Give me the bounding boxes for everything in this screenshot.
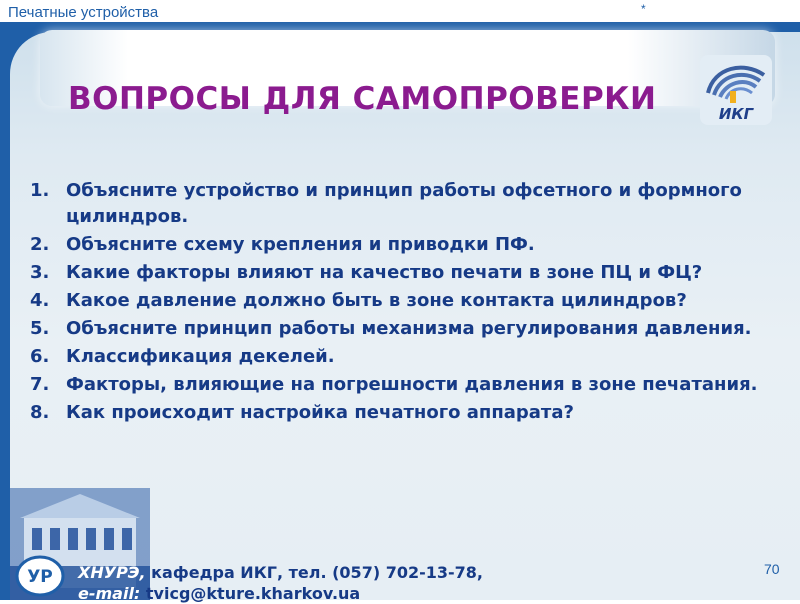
building-window bbox=[86, 528, 96, 550]
question-item bbox=[30, 316, 770, 342]
building-window bbox=[50, 528, 60, 550]
header-bar bbox=[0, 0, 800, 22]
ikg-logo bbox=[700, 55, 772, 125]
question-number: 1. bbox=[30, 180, 50, 201]
question-number: 2. bbox=[30, 234, 50, 255]
question-text: Какое давление должно быть в зоне контакта цилиндров? bbox=[66, 290, 687, 311]
question-item bbox=[30, 260, 770, 286]
building-window bbox=[32, 528, 42, 550]
question-text: Какие факторы влияют на качество печати в зоне ПЦ и ФЦ? bbox=[66, 262, 703, 283]
marker-star: * bbox=[641, 2, 646, 16]
question-number: 3. bbox=[30, 262, 50, 283]
question-text: Как происходит настройка печатного аппарата? bbox=[66, 402, 574, 423]
footer-contacts bbox=[78, 562, 483, 604]
question-item bbox=[30, 232, 770, 258]
logo-text: ИКГ bbox=[718, 105, 754, 123]
building-window bbox=[122, 528, 132, 550]
question-number: 4. bbox=[30, 290, 50, 311]
khnure-logo bbox=[14, 554, 66, 598]
question-number: 7. bbox=[30, 374, 50, 395]
page-number: 70 bbox=[764, 561, 780, 577]
deck-title: Печатные устройства bbox=[8, 4, 159, 21]
logo-bar bbox=[730, 91, 736, 103]
question-item bbox=[30, 288, 770, 314]
footer-logo-text: УР bbox=[27, 567, 53, 587]
email-label: e-mail: bbox=[78, 584, 141, 603]
question-text: Объясните схему крепления и приводки ПФ. bbox=[66, 234, 535, 255]
page-title: ВОПРОСЫ ДЛЯ САМОПРОВЕРКИ bbox=[68, 81, 657, 117]
footer-line-1 bbox=[78, 562, 483, 583]
question-number: 5. bbox=[30, 318, 50, 339]
question-text: Объясните устройство и принцип работы офсетного и формного цилиндров. bbox=[66, 180, 742, 227]
questions-list bbox=[30, 178, 770, 428]
email-link[interactable]: tvicg@kture.kharkov.ua bbox=[140, 584, 361, 603]
question-number: 6. bbox=[30, 346, 50, 367]
question-item bbox=[30, 400, 770, 426]
question-item bbox=[30, 372, 770, 398]
org-label: ХНУРЭ, bbox=[78, 563, 146, 582]
building-window bbox=[68, 528, 78, 550]
question-text: Объясните принцип работы механизма регулирования давления. bbox=[66, 318, 752, 339]
question-text: Факторы, влияющие на погрешности давления в зоне печатания. bbox=[66, 374, 758, 395]
question-number: 8. bbox=[30, 402, 50, 423]
question-text: Классификация декелей. bbox=[66, 346, 335, 367]
dept-text: кафедра ИКГ, тел. (057) 702-13-78, bbox=[145, 563, 483, 582]
question-item bbox=[30, 178, 770, 230]
building-window bbox=[104, 528, 114, 550]
footer-line-2 bbox=[78, 583, 483, 604]
question-item bbox=[30, 344, 770, 370]
